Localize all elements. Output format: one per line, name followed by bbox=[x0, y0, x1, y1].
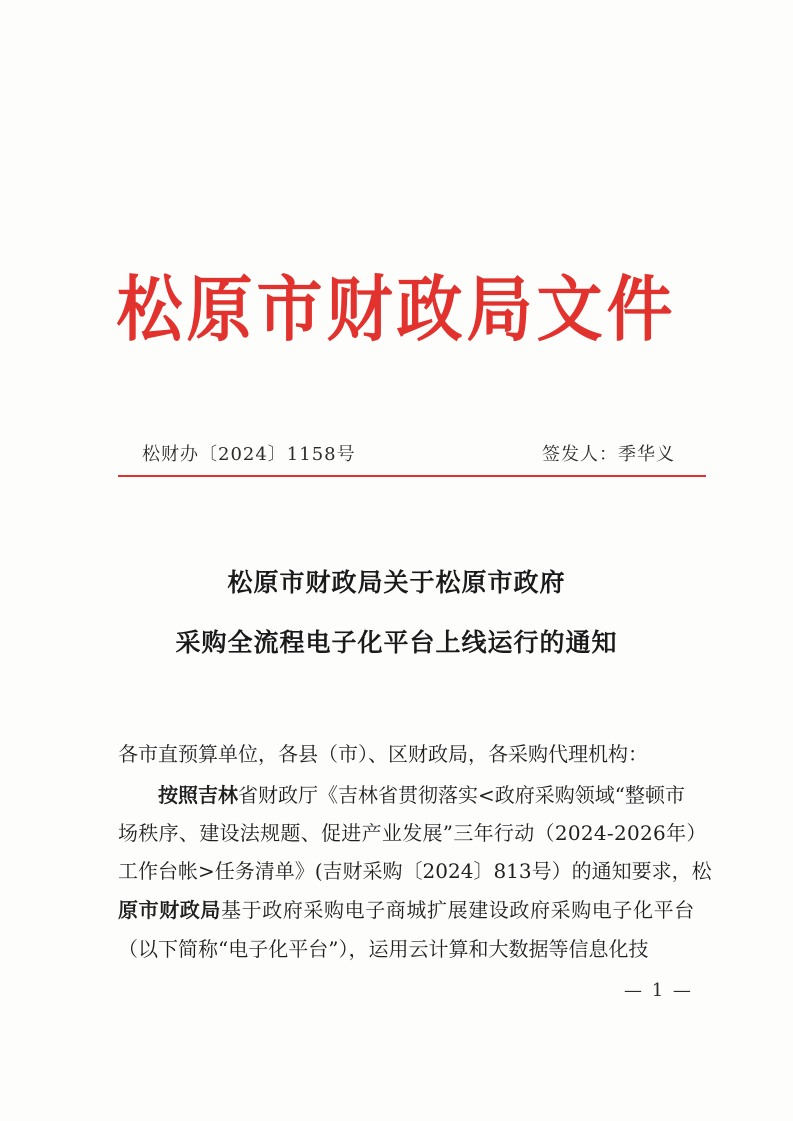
paragraph-line-4-rest: 基于政府采购电子商城扩展建设政府采购电子化平台 bbox=[221, 898, 695, 922]
paragraph-line-5: （以下简称“电子化平台”），运用云计算和大数据等信息化技 bbox=[118, 937, 649, 961]
paragraph-line-1-rest: 省财政厅《吉林省贯彻落实<政府采购领域“整顿市 bbox=[238, 783, 685, 807]
notice-title-line-2: 采购全流程电子化平台上线运行的通知 bbox=[175, 628, 618, 657]
page-number: — 1 — bbox=[624, 980, 693, 1001]
document-number: 松财办〔2024〕1158号 bbox=[142, 444, 356, 465]
paragraph-line-3: 工作台帐>任务清单》(吉财采购〔2024〕813号）的通知要求，松 bbox=[118, 859, 712, 883]
masthead-title: 松原市财政局文件 bbox=[116, 267, 677, 352]
salutation: 各市直预算单位，各县（市）、区财政局，各采购代理机构： bbox=[118, 742, 648, 766]
red-divider-line bbox=[118, 475, 706, 477]
paragraph-line-4 bbox=[118, 895, 706, 925]
paragraph-line-1 bbox=[158, 780, 706, 810]
paragraph-line-1-bold: 按照吉林 bbox=[158, 783, 238, 807]
issuer-signatory: 签发人：季华义 bbox=[542, 444, 675, 465]
notice-title-line-1: 松原市财政局关于松原市政府 bbox=[227, 568, 566, 597]
paragraph-line-2: 场秩序、建设法规题、促进产业发展”三年行动（2024-2026年） bbox=[118, 821, 707, 845]
paragraph-line-4-bold: 原市财政局 bbox=[118, 898, 221, 922]
